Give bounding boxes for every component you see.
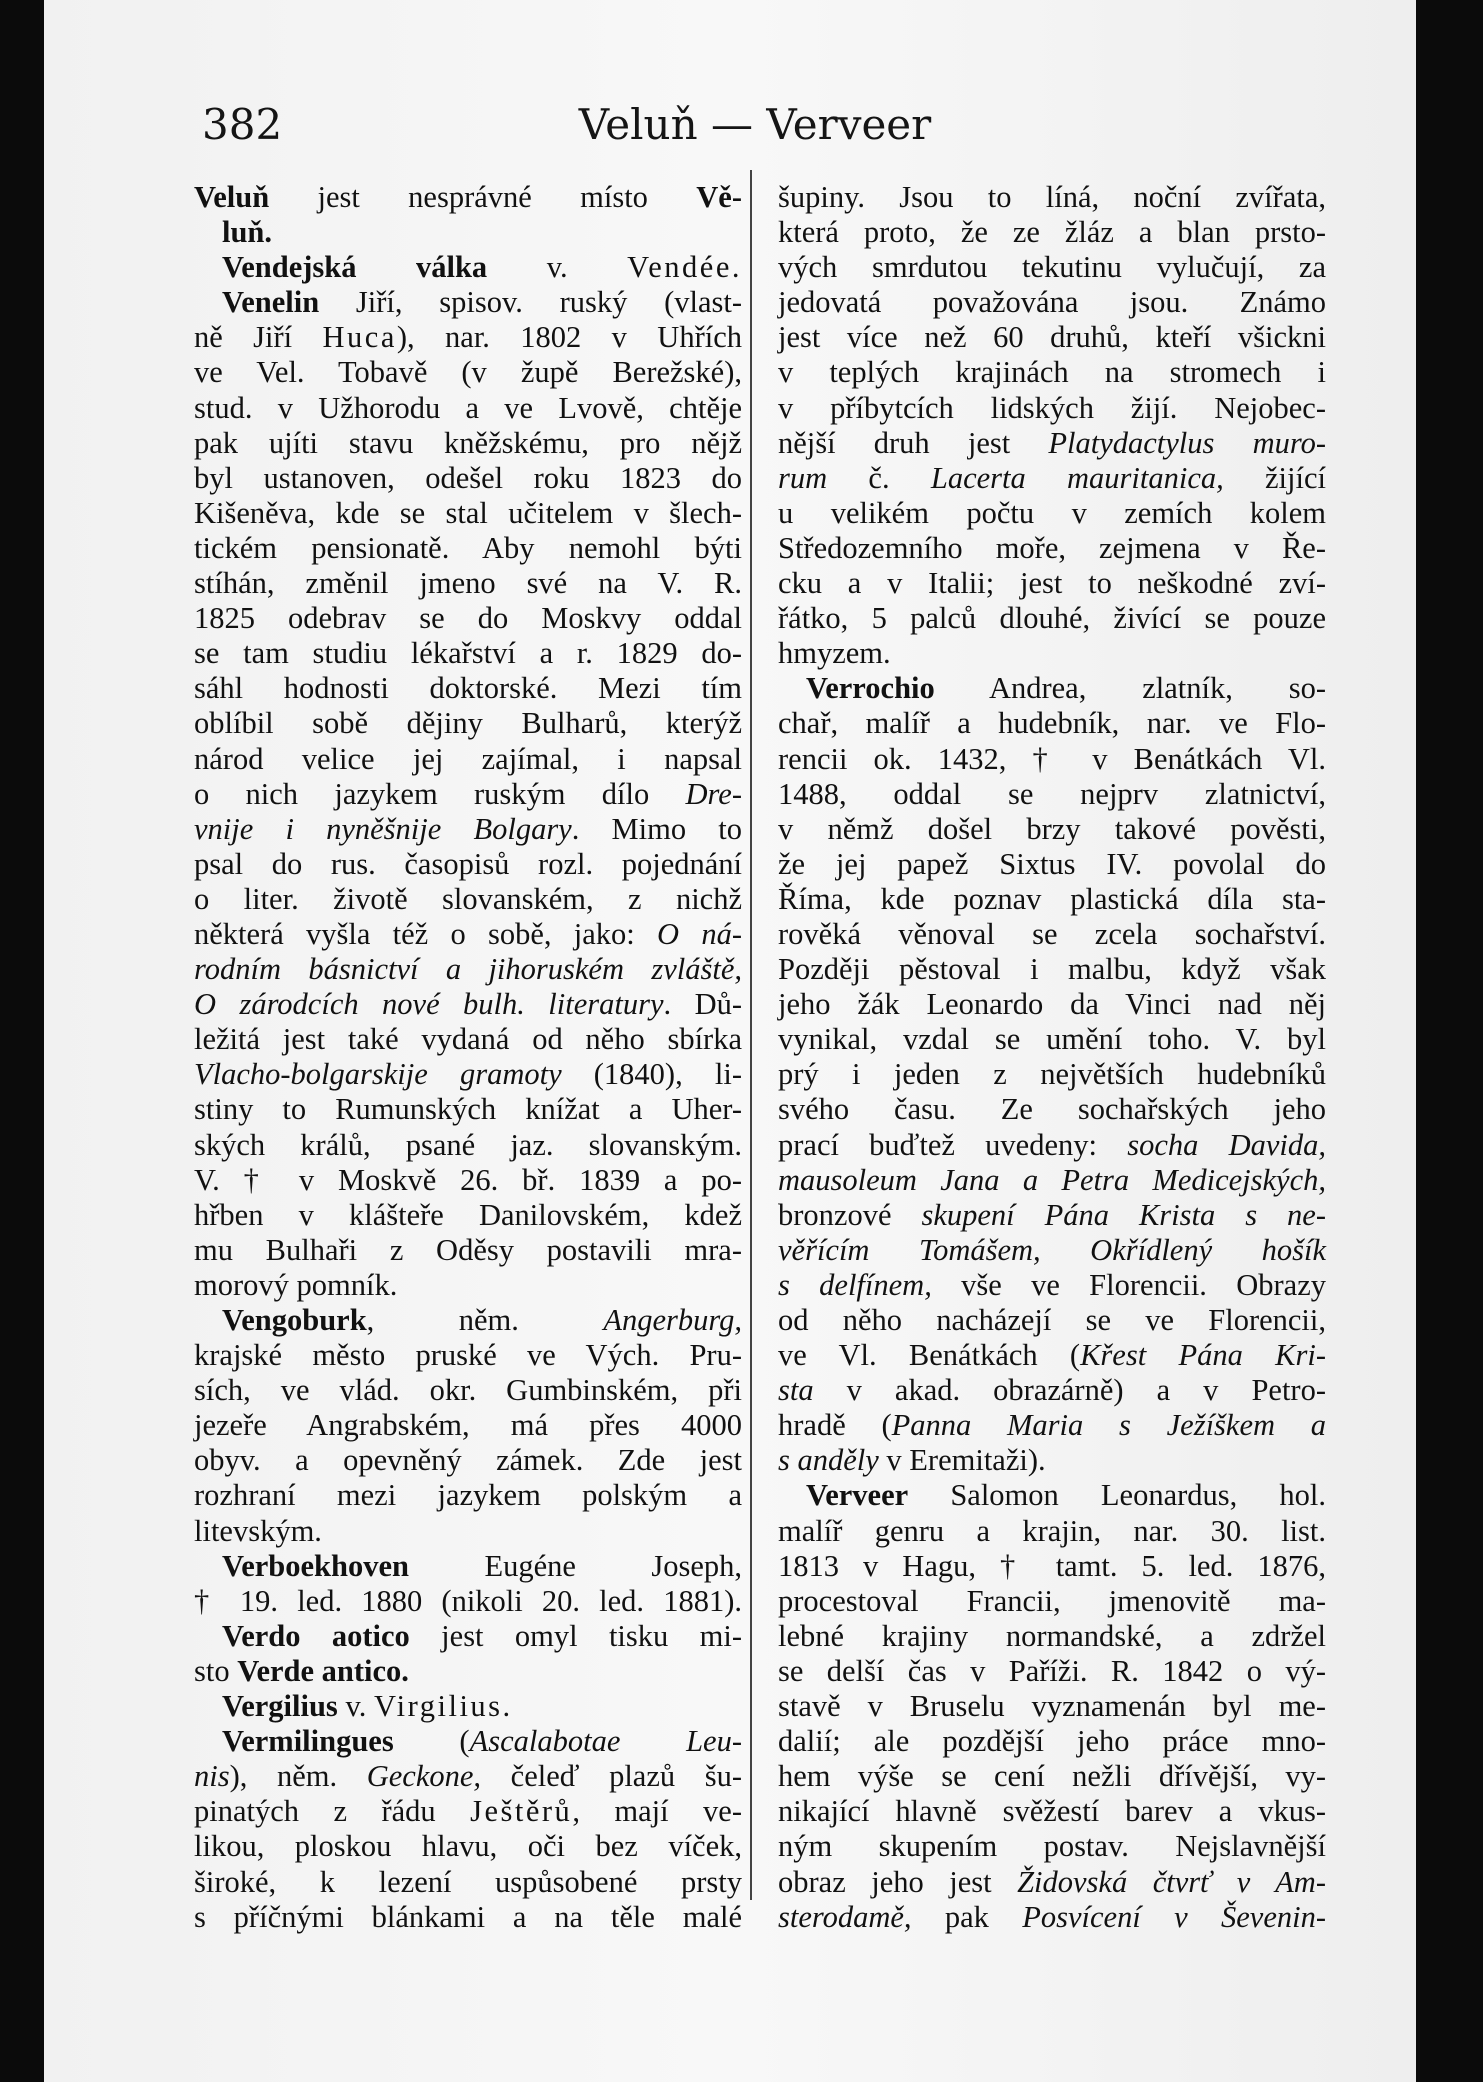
text-run: se tam studiu lékařství a r. 1829 do- (194, 636, 742, 671)
text-line (778, 1865, 1326, 1900)
text-line (778, 1584, 1326, 1619)
text-run: , něm. (366, 1303, 604, 1337)
entry-headword: Vergilius (222, 1689, 338, 1724)
italic-text: sterodamě, (778, 1899, 912, 1934)
text-line (778, 180, 1326, 215)
text-line (778, 777, 1326, 812)
italic-text: rum (778, 460, 828, 495)
text-run: ), něm. (229, 1759, 367, 1794)
text-line (194, 461, 742, 496)
text-run: byl ustanoven, odešel roku 1823 do (194, 460, 742, 495)
text-run: oblíbil sobě dějiny Bulharů, kterýž (194, 706, 742, 741)
text-run: V. † v Moskvě 26. bř. 1839 a po- (194, 1162, 742, 1197)
text-run: jest více než 60 druhů, kteří všickni (778, 320, 1326, 355)
text-run: sích, ve vlád. okr. Gumbinském, při (194, 1373, 742, 1408)
text-line (778, 250, 1326, 285)
italic-text: sta (778, 1373, 814, 1408)
entry-headword: Venelin (222, 285, 320, 320)
italic-text: Panna Maria s Ježíškem a (891, 1408, 1327, 1443)
text-run: Vendée. (627, 250, 742, 285)
text-line (194, 250, 742, 285)
text-run: stud. v Užhorodu a ve Lvově, chtěje (194, 390, 742, 425)
text-run: široké, k lezení uspůsobené prsty (194, 1864, 742, 1899)
text-run: 1488, oddal se nejprv zlatnictví, (778, 776, 1326, 811)
text-run: pak (911, 1899, 1023, 1934)
italic-text: Vlacho-bolgarskije gramoty (194, 1057, 562, 1092)
text-run: jest nesprávné místo (269, 180, 697, 214)
text-line (194, 215, 742, 250)
text-run: jezeře Angrabském, má přes 4000 (194, 1408, 742, 1443)
text-run: Eugéne Joseph, (408, 1548, 742, 1583)
text-run: † 19. led. 1880 (nikoli 20. led. 1881). (194, 1583, 742, 1618)
text-run: obraz jeho jest (778, 1864, 1018, 1899)
text-run: prý i jeden z největších hudebníků (778, 1057, 1326, 1092)
text-run: Andrea, zlatník, so- (934, 671, 1326, 706)
text-run: že jej papež Sixtus IV. povolal do (778, 846, 1326, 881)
text-line (778, 882, 1326, 917)
text-line (194, 1163, 742, 1198)
italic-text: Angerburg, (603, 1303, 742, 1337)
text-run: rověká věnoval se zcela sochařství. (778, 916, 1326, 951)
entry-headword: luň. (222, 215, 273, 250)
text-run: sto (194, 1653, 238, 1688)
text-run: některá vyšla též o sobě, jako: (194, 916, 658, 951)
text-run: hřben v klášteře Danilovském, kdež (194, 1197, 742, 1232)
text-run: národ velice jej zajímal, i napsal (194, 741, 742, 776)
text-run: obyv. a opevněný zámek. Zde jest (194, 1443, 742, 1478)
text-run: cku a v Italii; jest to neškodné zví- (778, 566, 1326, 601)
text-line (778, 1759, 1326, 1794)
italic-text: věřícím Tomášem, Okřídlený hošík (778, 1232, 1326, 1267)
entry-headword: Vermilingues (222, 1724, 394, 1759)
text-line (778, 1338, 1326, 1373)
text-run: vše ve Florencii. Obrazy (931, 1267, 1326, 1302)
italic-text: s anděly (778, 1443, 879, 1478)
text-line (194, 426, 742, 461)
italic-text: Židovská čtvrť v Am- (1017, 1864, 1326, 1899)
text-run: , mají ve- (572, 1794, 742, 1829)
text-run: jest omyl tisku mi- (409, 1618, 742, 1653)
text-line (778, 426, 1326, 461)
text-run: tickém pensionatě. Aby nemohl býti (194, 530, 742, 565)
text-line (778, 531, 1326, 566)
italic-text: Platydactylus muro- (1048, 425, 1326, 460)
text-line (194, 1759, 742, 1794)
text-line (194, 320, 742, 355)
text-line (194, 355, 742, 390)
text-run: svého času. Ze sochařských jeho (778, 1092, 1326, 1127)
text-run: nější druh jest (778, 425, 1049, 460)
text-run: v teplých krajinách na stromech i (778, 355, 1326, 390)
text-line (194, 601, 742, 636)
text-line (778, 987, 1326, 1022)
text-line (194, 180, 742, 215)
text-line (778, 1478, 1326, 1513)
text-line (194, 952, 742, 987)
italic-text: Posvícení v Ševenin- (1022, 1899, 1326, 1934)
italic-text: Geckone, (366, 1759, 482, 1794)
text-line (778, 566, 1326, 601)
text-run: s příčnými blánkami a na těle malé (194, 1899, 742, 1934)
text-run: rozhraní mezi jazykem polským a (194, 1478, 742, 1513)
text-line (194, 1865, 742, 1900)
text-run: ), nar. 1802 v Uhřích (396, 320, 742, 355)
text-line (778, 601, 1326, 636)
text-run: řátko, 5 palců dlouhé, živící se pouze (778, 601, 1326, 636)
entry-headword: Vě- (696, 180, 742, 214)
text-line (778, 812, 1326, 847)
text-line (778, 461, 1326, 496)
text-line (194, 882, 742, 917)
text-run: o nich jazykem ruským dílo (194, 776, 686, 811)
italic-text: nis (194, 1759, 230, 1794)
text-line (194, 285, 742, 320)
text-line (194, 1057, 742, 1092)
text-run: sáhl hodnosti doktorské. Mezi tím (194, 671, 742, 706)
column-divider (750, 170, 752, 1900)
text-run: šupiny. Jsou to líná, noční zvířata, (778, 180, 1326, 214)
text-line (778, 1619, 1326, 1654)
text-line (778, 706, 1326, 741)
text-line (194, 706, 742, 741)
italic-text: O ná- (657, 916, 742, 951)
text-run: Huca (322, 320, 397, 355)
text-run: žijící (1223, 460, 1326, 495)
italic-text: Dre- (685, 776, 742, 811)
italic-text: mausoleum Jana a Petra Medicejských, (778, 1162, 1326, 1197)
right-column (778, 180, 1326, 1935)
text-run: stavě v Bruselu vyznamenán byl me- (778, 1689, 1326, 1724)
text-run: jeho žák Leonardo da Vinci nad něj (778, 987, 1326, 1022)
page-number: 382 (202, 100, 283, 149)
text-line (778, 636, 1326, 671)
page-header (194, 100, 1316, 150)
text-run: vynikal, vzdal se umění toho. V. byl (778, 1022, 1326, 1057)
text-line (778, 1443, 1326, 1478)
text-run: jedovatá považována jsou. Známo (778, 285, 1326, 320)
text-line (194, 1268, 742, 1303)
text-line (194, 1619, 742, 1654)
text-line (778, 1163, 1326, 1198)
text-line (194, 742, 742, 777)
text-run: čeleď plazů šu- (481, 1759, 742, 1794)
text-run: stíhán, změnil jmeno své na V. R. (194, 566, 742, 601)
text-line (194, 1654, 742, 1689)
text-line (194, 566, 742, 601)
text-line (778, 215, 1326, 250)
text-run: nikající hlavně svěžestí barev a vkus- (778, 1794, 1326, 1829)
entry-headword: Verrochio (806, 671, 935, 706)
text-line (778, 1654, 1326, 1689)
entry-headword: Veluň (194, 180, 270, 214)
text-run: hmyzem. (778, 636, 891, 671)
text-line (778, 1022, 1326, 1057)
text-run: Virgilius. (373, 1689, 513, 1724)
text-run: prací buďtež uvedeny: (778, 1127, 1128, 1162)
text-line (194, 1900, 742, 1935)
text-line (194, 1092, 742, 1127)
text-run: dalií; ale pozdější jeho práce mno- (778, 1724, 1326, 1759)
text-run: v. (337, 1689, 374, 1724)
text-run: Středozemního moře, zejmena v Ře- (778, 530, 1326, 565)
text-run: se delší čas v Paříži. R. 1842 o vý- (778, 1653, 1326, 1688)
text-run: Ještěrů (470, 1794, 573, 1829)
text-run: (1840), li- (561, 1057, 742, 1092)
text-line (778, 1514, 1326, 1549)
entry-headword: Verde antico. (237, 1653, 409, 1688)
text-line (194, 1584, 742, 1619)
text-line (778, 496, 1326, 531)
text-line (194, 1233, 742, 1268)
text-line (194, 847, 742, 882)
text-line (778, 1900, 1326, 1935)
text-line (778, 1689, 1326, 1724)
text-line (778, 1092, 1326, 1127)
entry-headword: Verveer (806, 1478, 909, 1513)
left-column (194, 180, 742, 1935)
entry-headword: Verdo aotico (222, 1618, 410, 1653)
text-line (778, 1198, 1326, 1233)
text-line (778, 1303, 1326, 1338)
text-line (778, 1724, 1326, 1759)
text-line (778, 391, 1326, 426)
text-run: procestoval Francii, jmenovitě ma- (778, 1583, 1326, 1618)
italic-text: O zárodcích nové bulh. literatury (194, 987, 664, 1022)
italic-text: Ascalabotae Leu- (469, 1724, 742, 1759)
text-line (194, 1198, 742, 1233)
entry-headword: Vendejská válka (222, 250, 488, 285)
text-line (778, 1233, 1326, 1268)
text-run: ně Jiří (194, 320, 323, 355)
text-line (778, 1128, 1326, 1163)
text-run: č. (827, 460, 931, 495)
italic-text: s delfínem, (778, 1267, 932, 1302)
text-line (194, 1478, 742, 1513)
text-line (194, 671, 742, 706)
text-line (194, 1303, 742, 1338)
text-line (778, 1408, 1326, 1443)
text-run: ( (393, 1724, 470, 1759)
text-line (778, 1829, 1326, 1864)
text-line (778, 671, 1326, 706)
text-line (778, 917, 1326, 952)
text-line (194, 1128, 742, 1163)
text-run: která proto, že ze žláz a blan prsto- (778, 215, 1326, 250)
text-line (194, 496, 742, 531)
text-run: stiny to Rumunských knížat a Uher- (194, 1092, 742, 1127)
text-run: v akad. obrazárně) a v Petro- (813, 1373, 1326, 1408)
scanned-page (44, 0, 1416, 2082)
text-line (194, 812, 742, 847)
text-line (194, 391, 742, 426)
text-line (194, 1408, 742, 1443)
text-line (778, 742, 1326, 777)
running-head: Veluň — Verveer (578, 100, 932, 149)
text-run: Později pěstoval i malbu, když však (778, 952, 1326, 987)
italic-text: skupení Pána Krista s ne- (921, 1197, 1326, 1232)
text-line (194, 1338, 742, 1373)
text-line (778, 952, 1326, 987)
italic-text: vnije i nyněšnije Bolgary (194, 811, 572, 846)
text-run: likou, ploskou hlavu, oči bez víček, (194, 1829, 742, 1864)
text-run: mu Bulhaři z Oděsy postavili mra- (194, 1232, 742, 1267)
text-run: hradě ( (778, 1408, 892, 1443)
text-run: 1813 v Hagu, † tamt. 5. led. 1876, (778, 1548, 1326, 1583)
text-run: v němž došel brzy takové pověsti, (778, 811, 1326, 846)
text-run: od něho nacházejí se ve Florencii, (778, 1303, 1326, 1337)
text-run: . Mimo to (571, 811, 743, 846)
text-run: v Eremitaži). (878, 1443, 1046, 1478)
text-line (194, 636, 742, 671)
text-line (194, 987, 742, 1022)
text-run: pinatých z řádu (194, 1794, 471, 1829)
text-line (194, 1373, 742, 1408)
text-run: chař, malíř a hudebník, nar. ve Flo- (778, 706, 1326, 741)
text-run: bronzové (778, 1197, 922, 1232)
text-run: ležitá jest také vydaná od něho sbírka (194, 1022, 742, 1057)
italic-text: Křest Pána Kri- (1080, 1338, 1326, 1373)
text-run: Salomon Leonardus, hol. (908, 1478, 1326, 1513)
text-run: vých smrdutou tekutinu vylučují, za (778, 250, 1326, 285)
text-run: morový pomník. (194, 1267, 398, 1302)
text-line (778, 1268, 1326, 1303)
text-line (778, 1373, 1326, 1408)
text-line (194, 1689, 742, 1724)
text-run: pak ujíti stavu kněžskému, pro nějž (194, 425, 742, 460)
text-run: ských králů, psané jaz. slovanským. (194, 1127, 742, 1162)
text-run: lebné krajiny normandské, a zdržel (778, 1618, 1326, 1653)
text-run: hem výše se cení nežli dřívější, vy- (778, 1759, 1326, 1794)
text-run: . Dů- (663, 987, 742, 1022)
text-line (194, 917, 742, 952)
text-line (194, 1514, 742, 1549)
text-line (778, 1549, 1326, 1584)
text-run: ným skupením postav. Nejslavnější (778, 1829, 1326, 1864)
text-run: Říma, kde poznav plastická díla sta- (778, 881, 1326, 916)
text-line (194, 1829, 742, 1864)
text-run: Kišeněva, kde se stal učitelem v šlech- (194, 495, 742, 530)
text-line (778, 1794, 1326, 1829)
italic-text: socha Davida, (1127, 1127, 1326, 1162)
text-run: rencii ok. 1432, † v Benátkách Vl. (778, 741, 1326, 776)
text-run: ve Vl. Benátkách ( (778, 1338, 1081, 1373)
text-run: krajské město pruské ve Vých. Pru- (194, 1338, 742, 1373)
italic-text: Lacerta mauritanica, (930, 460, 1224, 495)
italic-text: rodním básnictví a jihoruském zvláště, (194, 952, 742, 987)
text-line (194, 531, 742, 566)
text-line (194, 1794, 742, 1829)
text-line (778, 355, 1326, 390)
text-line (778, 320, 1326, 355)
text-line (778, 847, 1326, 882)
text-run: malíř genru a krajin, nar. 30. list. (778, 1513, 1326, 1548)
text-line (194, 1724, 742, 1759)
text-line (194, 1443, 742, 1478)
text-run: ve Vel. Tobavě (v župě Berežské), (194, 355, 742, 390)
text-line (194, 1022, 742, 1057)
text-run: Jiří, spisov. ruský (vlast- (319, 285, 742, 320)
text-line (194, 777, 742, 812)
text-run: v příbytcích lidských žijí. Nejobec- (778, 390, 1326, 425)
text-run: litevským. (194, 1513, 322, 1548)
text-line (778, 285, 1326, 320)
text-run: o liter. životě slovanském, z nichž (194, 881, 742, 916)
text-run: v. (487, 250, 628, 285)
entry-headword: Vengoburk (222, 1303, 367, 1337)
entry-headword: Verboekhoven (222, 1548, 409, 1583)
text-line (194, 1549, 742, 1584)
text-run: psal do rus. časopisů rozl. pojednání (194, 846, 742, 881)
text-line (778, 1057, 1326, 1092)
text-run: u velikém počtu v zemích kolem (778, 495, 1326, 530)
text-run: 1825 odebrav se do Moskvy oddal (194, 601, 742, 636)
